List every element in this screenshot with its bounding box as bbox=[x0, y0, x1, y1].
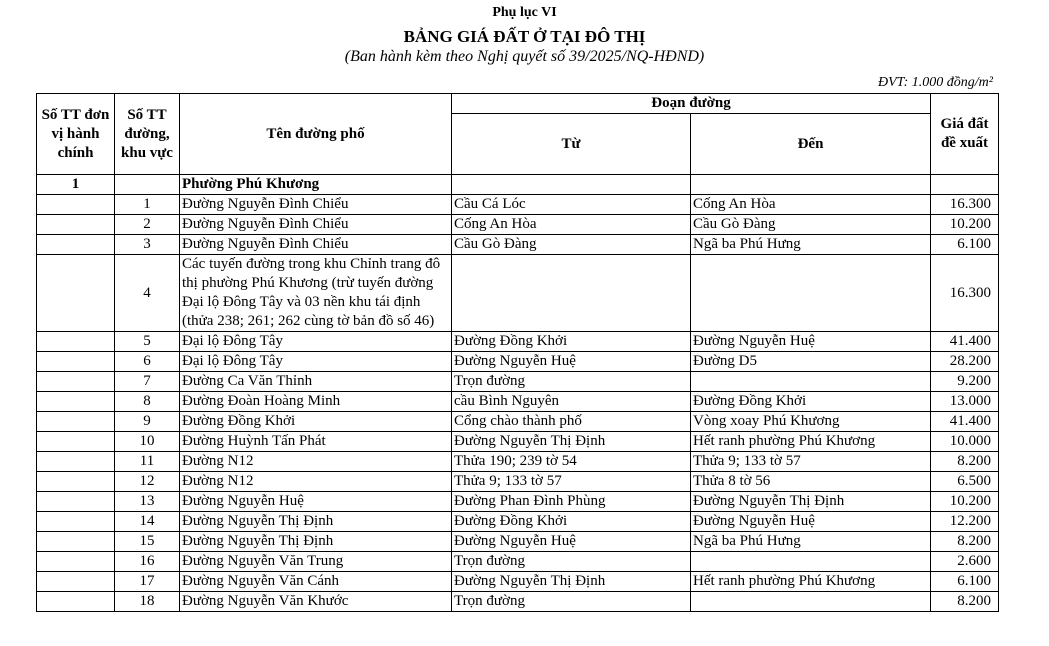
admin-unit-cell bbox=[37, 195, 115, 215]
street-name-cell: Đường Nguyễn Văn Cánh bbox=[180, 572, 452, 592]
price-cell: 6.500 bbox=[931, 472, 999, 492]
table-row bbox=[37, 215, 999, 235]
to-cell: Hết ranh phường Phú Khương bbox=[691, 432, 931, 452]
to-cell: Đường Nguyễn Thị Định bbox=[691, 492, 931, 512]
street-no-cell: 12 bbox=[115, 472, 180, 492]
to-cell: Vòng xoay Phú Khương bbox=[691, 412, 931, 432]
street-name-cell: Các tuyến đường trong khu Chỉnh trang đô thị phường Phú Khương (trừ tuyến đường Đại lộ Đông Tây và 03 nền khu tái định (thửa 238; 261; 262 cùng tờ bản đồ số 46) bbox=[180, 255, 452, 332]
to-cell: Ngã ba Phú Hưng bbox=[691, 532, 931, 552]
from-cell: cầu Bình Nguyên bbox=[452, 392, 691, 412]
table-row bbox=[37, 332, 999, 352]
street-no-cell: 17 bbox=[115, 572, 180, 592]
table-row bbox=[37, 512, 999, 532]
price-cell: 6.100 bbox=[931, 572, 999, 592]
street-no-cell: 6 bbox=[115, 352, 180, 372]
price-cell: 8.200 bbox=[931, 592, 999, 612]
price-cell: 10.000 bbox=[931, 432, 999, 452]
from-cell: Trọn đường bbox=[452, 552, 691, 572]
street-no-cell: 2 bbox=[115, 215, 180, 235]
to-cell: Ngã ba Phú Hưng bbox=[691, 235, 931, 255]
admin-unit-cell bbox=[37, 235, 115, 255]
empty-cell bbox=[452, 175, 691, 195]
to-cell: Đường Nguyễn Huệ bbox=[691, 332, 931, 352]
from-cell: Cầu Gò Đàng bbox=[452, 235, 691, 255]
empty-cell bbox=[115, 175, 180, 195]
street-no-cell: 8 bbox=[115, 392, 180, 412]
table-row bbox=[37, 255, 999, 332]
street-name-cell: Đại lộ Đông Tây bbox=[180, 352, 452, 372]
ward-no: 1 bbox=[37, 175, 115, 195]
header-to: Đến bbox=[691, 114, 931, 175]
from-cell: Đường Đồng Khởi bbox=[452, 332, 691, 352]
header-price: Giá đất đề xuất bbox=[931, 94, 999, 175]
street-name-cell: Đường Nguyễn Đình Chiểu bbox=[180, 235, 452, 255]
table-row bbox=[37, 592, 999, 612]
admin-unit-cell bbox=[37, 352, 115, 372]
price-cell: 2.600 bbox=[931, 552, 999, 572]
to-cell: Thửa 9; 133 tờ 57 bbox=[691, 452, 931, 472]
table-row bbox=[37, 412, 999, 432]
table-row bbox=[37, 372, 999, 392]
admin-unit-cell bbox=[37, 552, 115, 572]
from-cell: Cầu Cá Lóc bbox=[452, 195, 691, 215]
admin-unit-cell bbox=[37, 372, 115, 392]
header-from: Từ bbox=[452, 114, 691, 175]
to-cell: Đường Nguyễn Huệ bbox=[691, 512, 931, 532]
to-cell bbox=[691, 372, 931, 392]
table-row bbox=[37, 492, 999, 512]
header-admin-unit: Số TT đơn vị hành chính bbox=[37, 94, 115, 175]
header-segment: Đoạn đường bbox=[452, 94, 931, 114]
admin-unit-cell bbox=[37, 332, 115, 352]
street-name-cell: Đường Huỳnh Tấn Phát bbox=[180, 432, 452, 452]
admin-unit-cell bbox=[37, 412, 115, 432]
table-row bbox=[37, 532, 999, 552]
land-price-table bbox=[36, 93, 999, 612]
table-row bbox=[37, 392, 999, 412]
street-no-cell: 14 bbox=[115, 512, 180, 532]
to-cell: Đường Đồng Khởi bbox=[691, 392, 931, 412]
empty-cell bbox=[931, 175, 999, 195]
appendix-label: Phụ lục VI bbox=[492, 5, 557, 20]
table-row bbox=[37, 472, 999, 492]
price-cell: 10.200 bbox=[931, 492, 999, 512]
price-cell: 41.400 bbox=[931, 332, 999, 352]
table-row bbox=[37, 572, 999, 592]
street-name-cell: Đường Ca Văn Thỉnh bbox=[180, 372, 452, 392]
table-row bbox=[37, 432, 999, 452]
header-street-no: Số TT đường, khu vực bbox=[115, 94, 180, 175]
street-no-cell: 1 bbox=[115, 195, 180, 215]
to-cell: Đường D5 bbox=[691, 352, 931, 372]
table-row bbox=[37, 552, 999, 572]
street-name-cell: Đường Nguyễn Văn Trung bbox=[180, 552, 452, 572]
price-cell: 12.200 bbox=[931, 512, 999, 532]
price-cell: 8.200 bbox=[931, 532, 999, 552]
from-cell: Đường Nguyễn Huệ bbox=[452, 532, 691, 552]
street-no-cell: 16 bbox=[115, 552, 180, 572]
street-no-cell: 15 bbox=[115, 532, 180, 552]
price-cell: 9.200 bbox=[931, 372, 999, 392]
from-cell: Thửa 190; 239 tờ 54 bbox=[452, 452, 691, 472]
street-name-cell: Đường Nguyễn Thị Định bbox=[180, 532, 452, 552]
admin-unit-cell bbox=[37, 492, 115, 512]
to-cell: Thửa 8 tờ 56 bbox=[691, 472, 931, 492]
admin-unit-cell bbox=[37, 592, 115, 612]
to-cell bbox=[691, 255, 931, 332]
street-no-cell: 3 bbox=[115, 235, 180, 255]
admin-unit-cell bbox=[37, 472, 115, 492]
admin-unit-cell bbox=[37, 432, 115, 452]
street-name-cell: Đường Nguyễn Thị Định bbox=[180, 512, 452, 532]
price-cell: 41.400 bbox=[931, 412, 999, 432]
price-cell: 28.200 bbox=[931, 352, 999, 372]
street-name-cell: Đường N12 bbox=[180, 452, 452, 472]
from-cell: Đường Phan Đình Phùng bbox=[452, 492, 691, 512]
price-cell: 16.300 bbox=[931, 195, 999, 215]
from-cell bbox=[452, 255, 691, 332]
from-cell: Cổng chào thành phố bbox=[452, 412, 691, 432]
admin-unit-cell bbox=[37, 452, 115, 472]
street-name-cell: Đường Nguyễn Huệ bbox=[180, 492, 452, 512]
street-name-cell: Đường Nguyễn Đình Chiểu bbox=[180, 215, 452, 235]
street-no-cell: 18 bbox=[115, 592, 180, 612]
from-cell: Trọn đường bbox=[452, 372, 691, 392]
price-cell: 16.300 bbox=[931, 255, 999, 332]
table-row bbox=[37, 235, 999, 255]
street-name-cell: Đường Nguyễn Đình Chiểu bbox=[180, 195, 452, 215]
table-row bbox=[37, 195, 999, 215]
document-title: BẢNG GIÁ ĐẤT Ở TẠI ĐÔ THỊ bbox=[403, 27, 646, 46]
price-cell: 10.200 bbox=[931, 215, 999, 235]
street-no-cell: 9 bbox=[115, 412, 180, 432]
document-subtitle: (Ban hành kèm theo Nghị quyết số 39/2025/NQ-HĐND) bbox=[344, 48, 705, 65]
from-cell: Thửa 9; 133 tờ 57 bbox=[452, 472, 691, 492]
street-no-cell: 11 bbox=[115, 452, 180, 472]
ward-name: Phường Phú Khương bbox=[180, 175, 452, 195]
street-no-cell: 13 bbox=[115, 492, 180, 512]
from-cell: Đường Nguyễn Thị Định bbox=[452, 572, 691, 592]
street-name-cell: Đường Đoàn Hoàng Minh bbox=[180, 392, 452, 412]
street-no-cell: 10 bbox=[115, 432, 180, 452]
admin-unit-cell bbox=[37, 532, 115, 552]
to-cell: Hết ranh phường Phú Khương bbox=[691, 572, 931, 592]
table-row bbox=[37, 452, 999, 472]
to-cell bbox=[691, 552, 931, 572]
price-cell: 13.000 bbox=[931, 392, 999, 412]
street-no-cell: 4 bbox=[115, 255, 180, 332]
header-street-name: Tên đường phố bbox=[180, 94, 452, 175]
admin-unit-cell bbox=[37, 392, 115, 412]
ward-row bbox=[37, 175, 999, 195]
street-name-cell: Đường Nguyễn Văn Khước bbox=[180, 592, 452, 612]
from-cell: Đường Đồng Khởi bbox=[452, 512, 691, 532]
price-cell: 8.200 bbox=[931, 452, 999, 472]
street-name-cell: Đường N12 bbox=[180, 472, 452, 492]
empty-cell bbox=[691, 175, 931, 195]
admin-unit-cell bbox=[37, 512, 115, 532]
to-cell: Cầu Gò Đàng bbox=[691, 215, 931, 235]
unit-label: ĐVT: 1.000 đồng/m² bbox=[877, 75, 993, 90]
admin-unit-cell bbox=[37, 572, 115, 592]
price-cell: 6.100 bbox=[931, 235, 999, 255]
from-cell: Cống An Hòa bbox=[452, 215, 691, 235]
table-row bbox=[37, 352, 999, 372]
street-no-cell: 7 bbox=[115, 372, 180, 392]
from-cell: Trọn đường bbox=[452, 592, 691, 612]
to-cell bbox=[691, 592, 931, 612]
admin-unit-cell bbox=[37, 255, 115, 332]
to-cell: Cống An Hòa bbox=[691, 195, 931, 215]
street-no-cell: 5 bbox=[115, 332, 180, 352]
from-cell: Đường Nguyễn Huệ bbox=[452, 352, 691, 372]
street-name-cell: Đại lộ Đông Tây bbox=[180, 332, 452, 352]
street-name-cell: Đường Đồng Khởi bbox=[180, 412, 452, 432]
admin-unit-cell bbox=[37, 215, 115, 235]
from-cell: Đường Nguyễn Thị Định bbox=[452, 432, 691, 452]
